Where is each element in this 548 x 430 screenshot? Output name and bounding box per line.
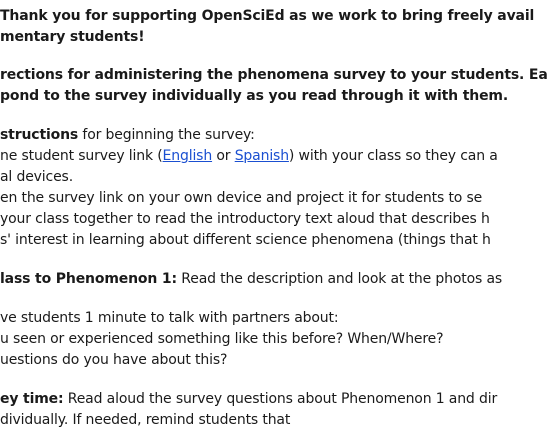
phenomenon1-heading (0, 269, 502, 289)
instructions-line-1 (0, 146, 498, 166)
directions-line-2: pond to the survey individually as you read through it with them. (0, 88, 509, 104)
or-text: or (212, 148, 235, 164)
survey-time-heading (0, 389, 497, 409)
phenomenon1-heading-rest: Read the description and look at the photos as (176, 271, 503, 287)
partners-line-3: uestions do you have about this? (0, 352, 228, 368)
intro-line-2: mentary students! (0, 29, 145, 45)
instructions-heading-rest: for beginning the survey: (78, 127, 255, 143)
english-survey-link[interactable]: English (162, 148, 213, 164)
instructions-line-2: al devices. (0, 169, 73, 185)
instructions-line-3: en the survey link on your own device and project it for students to se (0, 190, 483, 206)
instructions-line-1-prefix: ne student survey link ( (0, 148, 163, 164)
partners-line-2: u seen or experienced something like this before? When/Where? (0, 331, 444, 347)
instructions-line-1-suffix: ) with your class so they can a (288, 148, 498, 164)
survey-time-line-2: dividually. If needed, remind students that (0, 412, 291, 428)
instructions-line-5: s' interest in learning about different science phenomena (things that h (0, 232, 491, 248)
instructions-heading-bold: structions (0, 127, 79, 143)
instructions-line-4: your class together to read the introductory text aloud that describes h (0, 211, 490, 227)
survey-time-heading-bold: ey time: (0, 391, 64, 407)
partners-line-1: ve students 1 minute to talk with partners about: (0, 310, 339, 326)
directions-line-1: rections for administering the phenomena survey to your students. Ea (0, 67, 548, 83)
survey-time-heading-rest: Read aloud the survey questions about Phenomenon 1 and dir (63, 391, 498, 407)
spanish-survey-link[interactable]: Spanish (234, 148, 289, 164)
instructions-heading (0, 125, 255, 145)
phenomenon1-heading-bold: lass to Phenomenon 1: (0, 271, 177, 287)
intro-line-1: Thank you for supporting OpenSciEd as we work to bring freely avail (0, 8, 535, 24)
